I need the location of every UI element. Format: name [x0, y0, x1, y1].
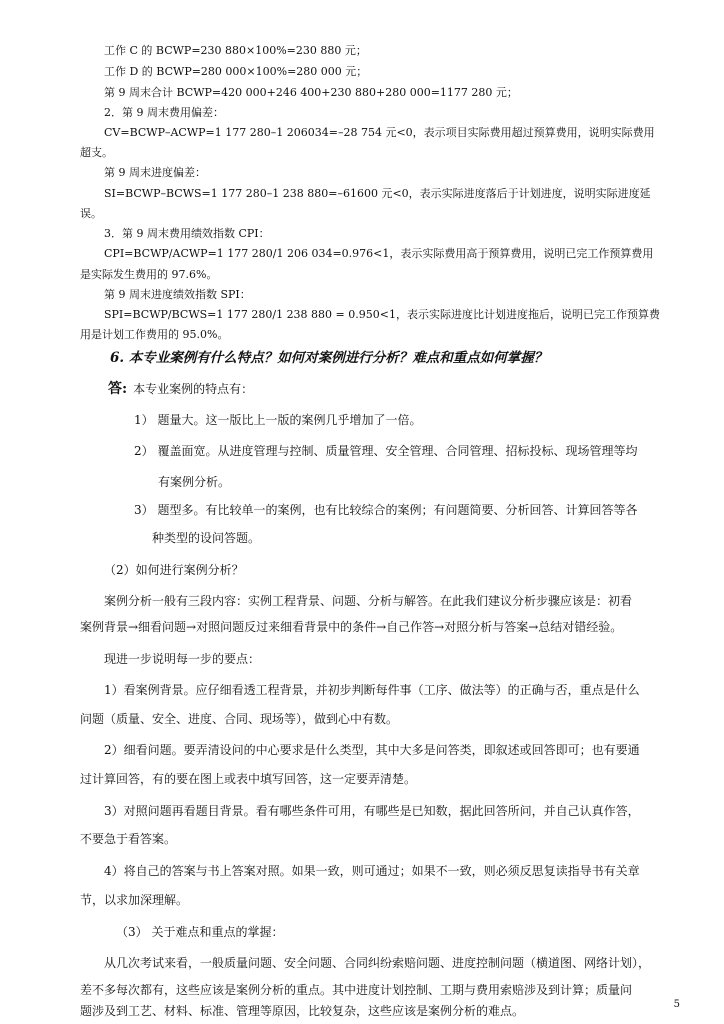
- list-item-continuation: 种类型的设问答题。: [152, 531, 261, 545]
- section-label: 3．第 9 周末费用绩效指数 CPI：: [104, 227, 270, 240]
- list-item: 3） 题型多。有比较单一的案例，也有比较综合的案例；有问题简要、分析回答、计算回答等各: [134, 503, 638, 517]
- paragraph-line: 案例背景→细看问题→对照问题反过来细看背景中的条件→自己作答→对照分析与答案→总结对错经验。: [80, 620, 623, 634]
- formula-line: 工作 D 的 BCWP=280 000×100%=280 000 元；: [104, 65, 368, 78]
- formula-line: CPI=BCWP/ACWP=1 177 280/1 206 034=0.976<1，表示实际费用高于预算费用，说明已完工作预算费用: [104, 247, 654, 260]
- formula-line: 用是计划工作费用的 95.0%。: [80, 328, 229, 341]
- paragraph-line: 2）细看问题。要弄清设问的中心要求是什么类型，其中大多是问答类，即叙述或回答即可；也有要通: [104, 743, 640, 757]
- paragraph-line: 不要急于看答案。: [80, 832, 177, 846]
- question-heading: 6. 本专业案例有什么特点？如何对案例进行分析？难点和重点如何掌握？: [110, 350, 548, 366]
- list-item: 2） 覆盖面宽。从进度管理与控制、质量管理、安全管理、合同管理、招标投标、现场管理等均: [134, 444, 638, 458]
- section-label: 第 9 周末进度绩效指数 SPI：: [104, 288, 251, 301]
- paragraph-line: 差不多每次都有，这些应该是案例分析的重点。其中进度计划控制、工期与费用索赔涉及到计算；质量问: [80, 983, 633, 997]
- list-item-continuation: 有案例分析。: [158, 475, 231, 489]
- formula-line: CV=BCWP–ACWP=1 177 280–1 206034=–28 754 元<0，表示项目实际费用超过预算费用，说明实际费用: [104, 126, 655, 139]
- answer-paragraph: [0, 381, 724, 397]
- subsection-heading: （3） 关于难点和重点的掌握：: [116, 925, 284, 939]
- formula-line: 超支。: [80, 146, 113, 159]
- formula-line: SPI=BCWP/BCWS=1 177 280/1 238 880 = 0.950<1，表示实际进度比计划进度拖后，说明已完工作预算费: [104, 308, 660, 321]
- list-item: 1） 题量大。这一版比上一版的案例几乎增加了一倍。: [134, 413, 422, 427]
- formula-line: 第 9 周末合计 BCWP=420 000+246 400+230 880+280 000=1177 280 元；: [104, 86, 518, 99]
- paragraph-line: 从几次考试来看，一般质量问题、安全问题、合同纠纷索赔问题、进度控制问题（横道图、网络计划），: [104, 956, 651, 970]
- paragraph-line: 案例分析一般有三段内容：实例工程背景、问题、分析与解答。在此我们建议分析步骤应该是：初看: [104, 594, 633, 608]
- paragraph-line: 题涉及到工艺、材料、标准、管理等原因，比较复杂，这些应该是案例分析的难点。: [80, 1004, 525, 1018]
- paragraph-line: 4）将自己的答案与书上答案对照。如果一致，则可通过；如果不一致，则必须反思复读指导书有关章: [104, 864, 640, 878]
- answer-intro: 本专业案例的特点有：: [133, 382, 254, 396]
- section-label: 第 9 周末进度偏差：: [104, 166, 206, 179]
- paragraph-line: 过计算回答，有的要在图上或表中填写回答，这一定要弄清楚。: [80, 772, 417, 786]
- paragraph-line: 1）看案例背景。应仔细看透工程背景，并初步判断每件事（工序、做法等）的正确与否，重点是什么: [104, 683, 640, 697]
- paragraph-line: 问题（质量、安全、进度、合同、现场等），做到心中有数。: [80, 712, 399, 726]
- formula-line: 是实际发生费用的 97.6%。: [80, 268, 218, 281]
- answer-label: 答:: [108, 381, 128, 397]
- section-label: 2．第 9 周末费用偏差：: [104, 106, 224, 119]
- paragraph-line: 现进一步说明每一步的要点：: [104, 652, 261, 666]
- paragraph-line: 3）对照问题再看题目背景。看有哪些条件可用，有哪些是已知数，据此回答所问，并自己认真作答，: [104, 804, 640, 818]
- formula-line: SI=BCWP–BCWS=1 177 280–1 238 880=–61600 元<0，表示实际进度落后于计划进度，说明实际进度延: [104, 187, 651, 200]
- page-number: 5: [673, 999, 680, 1010]
- formula-line: 误。: [80, 207, 102, 220]
- subsection-heading: （2）如何进行案例分析？: [104, 563, 244, 577]
- paragraph-line: 节，以求加深理解。: [80, 893, 189, 907]
- formula-line: 工作 C 的 BCWP=230 880×100%=230 880 元；: [104, 44, 367, 57]
